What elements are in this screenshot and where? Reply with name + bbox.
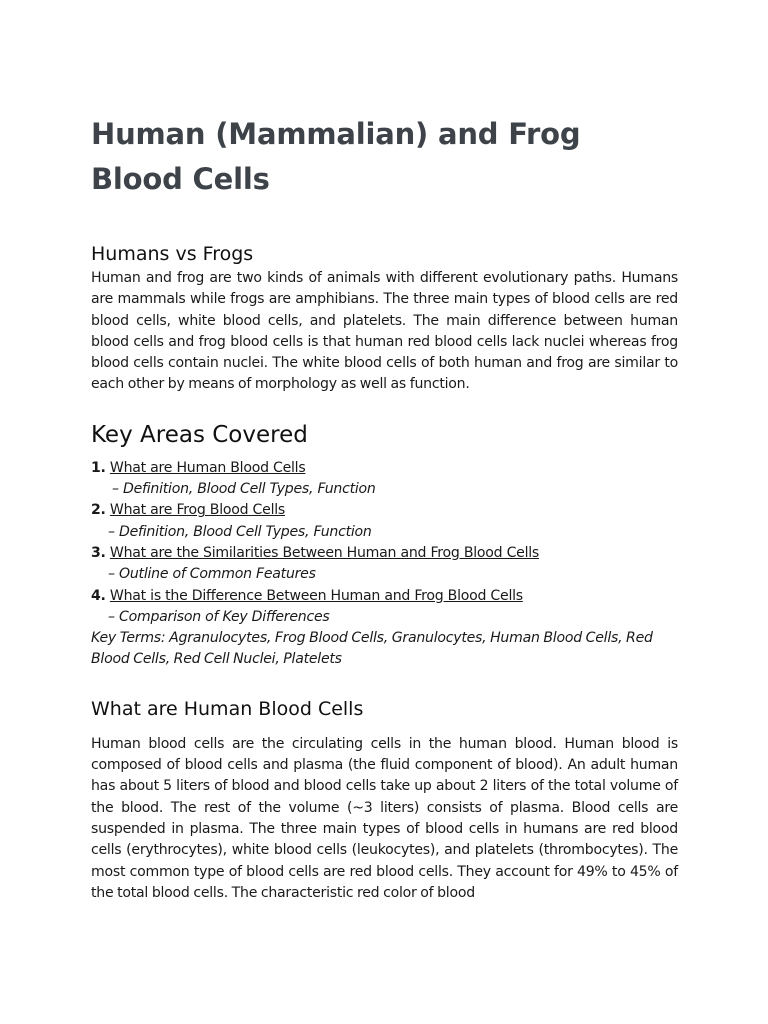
list-number: 3. (91, 544, 106, 561)
section-heading-key-areas: Key Areas Covered (91, 421, 308, 448)
article (91, 112, 678, 904)
intro-paragraph: Human and frog are two kinds of animals with different evolutionary paths. Humans are mammals while frogs are amphibians. The three main types of blood cells are red blood cells, white blood cells, and platelets. The main difference between human blood cells and frog blood cells is that human red blood cells lack nuclei whereas frog blood cells contain nuclei. The white blood cells of both human and frog are similar to each other by means of morphology as well as function. (91, 270, 678, 393)
link-similarities[interactable]: What are the Similarities Between Human and Frog Blood Cells (109, 544, 540, 561)
list-subtext: – Definition, Blood Cell Types, Function (112, 481, 376, 498)
list-subtext: – Comparison of Key Differences (108, 608, 330, 625)
list-subtext: – Definition, Blood Cell Types, Function (108, 523, 372, 540)
section-heading-humans-vs-frogs: Humans vs Frogs (91, 243, 254, 265)
list-number: 1. (91, 459, 106, 476)
key-terms: Key Terms: Agranulocytes, Frog Blood Cells, Granulocytes, Human Blood Cells, Red Blood Cells, Red Cell Nuclei, Platelets (91, 630, 653, 668)
page-title: Human (Mammalian) and Frog Blood Cells (91, 117, 581, 196)
list-number: 2. (91, 502, 106, 519)
section-heading-human-blood-cells: What are Human Blood Cells (91, 697, 364, 720)
list-item (91, 500, 678, 543)
human-blood-cells-paragraph: Human blood cells are the circulating cells in the human blood. Human blood is composed of blood cells and plasma (the fluid component of blood). An adult human has about 5 liters of blood and blood cells take up about 2 liters of the total volume of the blood. The rest of the volume (~3 liters) consists of plasma. Blood cells are suspended in plasma. The three main types of blood cells in humans are red blood cells (erythrocytes), white blood cells (leukocytes), and platelets (thrombocytes). The most common type of blood cells are red blood cells. They account for 49% to 45% of the total blood cells. The characteristic red color of blood (91, 735, 678, 901)
link-difference[interactable]: What is the Difference Between Human and Frog Blood Cells (109, 587, 523, 604)
list-number: 4. (91, 587, 106, 604)
key-areas-list (91, 458, 678, 628)
list-subtext: – Outline of Common Features (108, 566, 316, 583)
list-item (91, 543, 678, 586)
link-frog-blood-cells[interactable]: What are Frog Blood Cells (109, 502, 285, 519)
list-item (91, 458, 678, 501)
list-item (91, 586, 678, 629)
link-human-blood-cells[interactable]: What are Human Blood Cells (109, 459, 306, 476)
